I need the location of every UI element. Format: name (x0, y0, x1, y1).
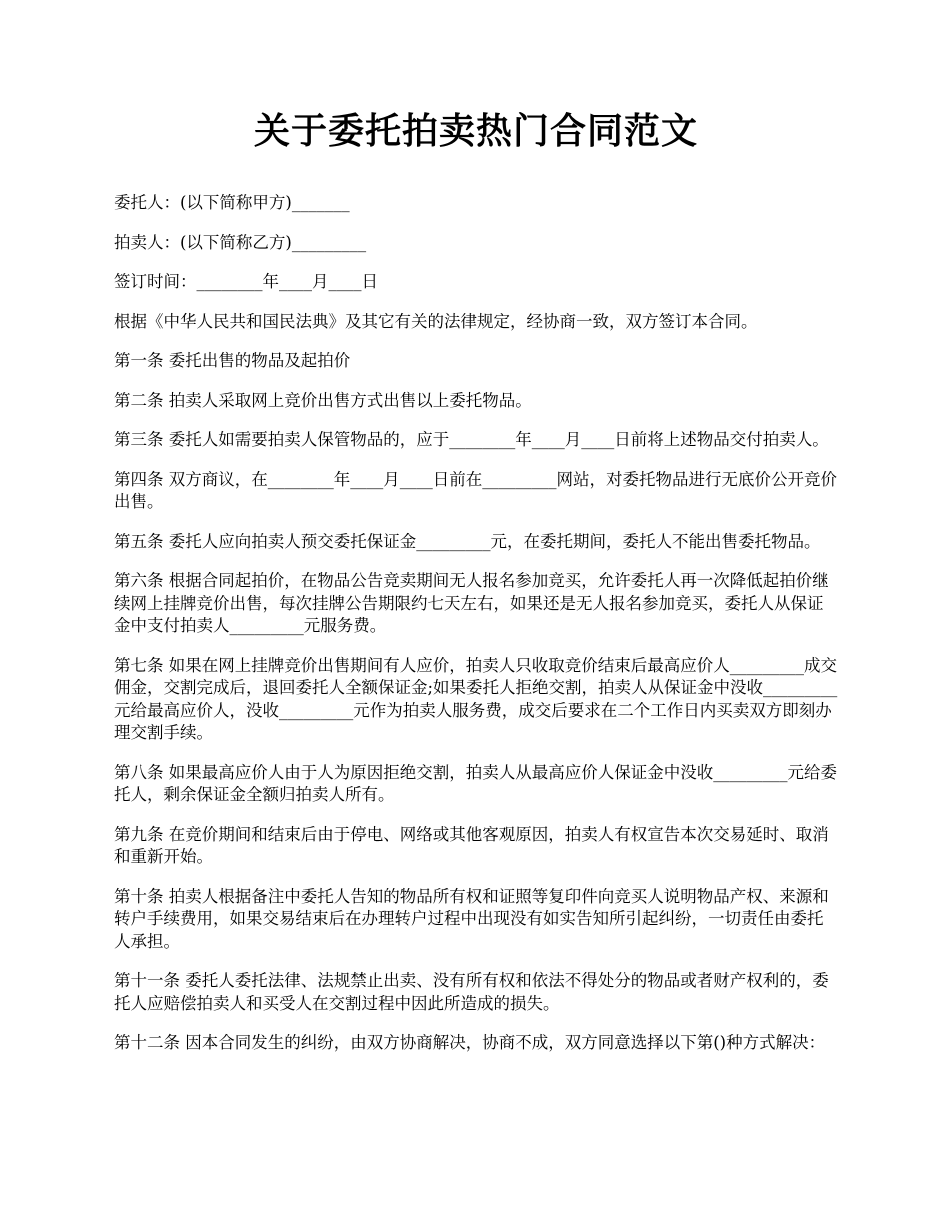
article-8: 第八条 如果最高应价人由于人为原因拒绝交割，拍卖人从最高应价人保证金中没收_________元给委托人，剩余保证金全额归拍卖人所有。 (114, 762, 837, 804)
article-11: 第十一条 委托人委托法律、法规禁止出卖、没有所有权和依法不得处分的物品或者财产权利的，委托人应赔偿拍卖人和买受人在交割过程中因此所造成的损失。 (114, 971, 829, 1013)
party-a-line: 委托人：(以下简称甲方)_______ (114, 193, 350, 212)
article-1: 第一条 委托出售的物品及起拍价 (114, 351, 351, 370)
article-7: 第七条 如果在网上挂牌竞价出售期间有人应价，拍卖人只收取竞价结束后最高应价人_________成交佣金，交割完成后，退回委托人全额保证金;如果委托人拒绝交割，拍卖人从保证金中没收_________元给最高应价人，没收_________元作为拍卖人服务费，成交后要求在二个工作日内买卖双方即刻办理交割手续。 (114, 655, 838, 742)
article-12: 第十二条 因本合同发生的纠纷，由双方协商解决，协商不成，双方同意选择以下第()种方式解决： (114, 1033, 826, 1052)
article-9: 第九条 在竞价期间和结束后由于停电、网络或其他客观原因，拍卖人有权宣告本次交易延时、取消和重新开始。 (114, 824, 829, 866)
signing-date-line: 签订时间：________年____月____日 (114, 272, 378, 291)
party-b-line: 拍卖人：(以下简称乙方)_________ (114, 232, 367, 252)
article-4: 第四条 双方商议，在________年____月____日前在_________网站，对委托物品进行无底价公开竞价出售。 (114, 469, 837, 511)
article-6: 第六条 根据合同起拍价，在物品公告竞卖期间无人报名参加竞买，允许委托人再一次降低起拍价继续网上挂牌竞价出售，每次挂牌公告期限约七天左右，如果还是无人报名参加竞买，委托人从保证金中支付拍卖人_________元服务费。 (114, 571, 829, 635)
article-5: 第五条 委托人应向拍卖人预交委托保证金_________元，在委托期间，委托人不能出售委托物品。 (114, 531, 821, 551)
article-3: 第三条 委托人如需要拍卖人保管物品的，应于________年____月____日前将上述物品交付拍卖人。 (114, 430, 829, 449)
document-title: 关于委托拍卖热门合同范文 (253, 111, 698, 152)
preamble-paragraph: 根据《中华人民共和国民法典》及其它有关的法律规定，经协商一致，双方签订本合同。 (114, 311, 758, 331)
article-10: 第十条 拍卖人根据备注中委托人告知的物品所有权和证照等复印件向竞买人说明物品产权、来源和转户手续费用，如果交易结束后在办理转户过程中出现没有如实告知所引起纠纷，一切责任由委托人承担。 (114, 886, 829, 951)
article-2: 第二条 拍卖人采取网上竞价出售方式出售以上委托物品。 (114, 390, 532, 410)
